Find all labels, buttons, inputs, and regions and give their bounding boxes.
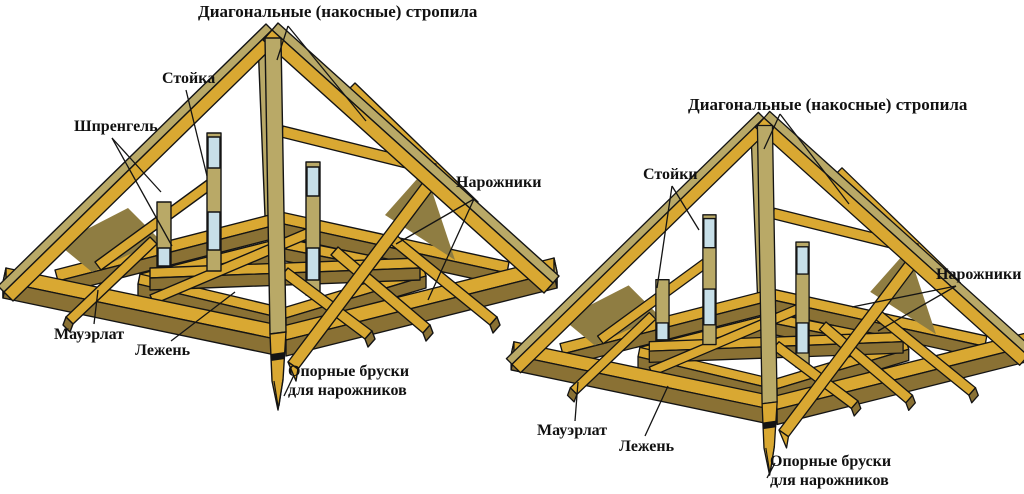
label-post-left: Стойка <box>162 70 216 87</box>
label-diagonal-rafters-left: Диагональные (накосные) стропила <box>198 2 478 21</box>
label-posts-right: Стойки <box>643 166 698 183</box>
label-support-bars-left-line2: для нарожников <box>288 382 407 399</box>
label-mauerlat-right: Мауэрлат <box>537 422 608 439</box>
label-support-bars-left-line1: Опорные бруски <box>288 363 410 380</box>
label-jack-rafters-left: Нарожники <box>456 174 542 191</box>
label-diagonal-rafters-right: Диагональные (накосные) стропила <box>688 95 968 114</box>
label-support-bars-right <box>770 452 891 490</box>
label-jack-rafters-right: Нарожники <box>936 266 1022 283</box>
label-support-bars-right-line1: Опорные бруски <box>770 453 892 470</box>
hip-roof-structure-left <box>0 23 559 410</box>
label-support-bars-left <box>288 362 409 400</box>
label-mauerlat-left: Мауэрлат <box>54 326 125 343</box>
label-sprengel-left: Шпренгель <box>74 118 158 135</box>
label-bed-beam-left: Лежень <box>135 342 191 359</box>
label-support-bars-right-line2: для нарожников <box>770 472 889 489</box>
label-bed-beam-right: Лежень <box>619 438 675 455</box>
